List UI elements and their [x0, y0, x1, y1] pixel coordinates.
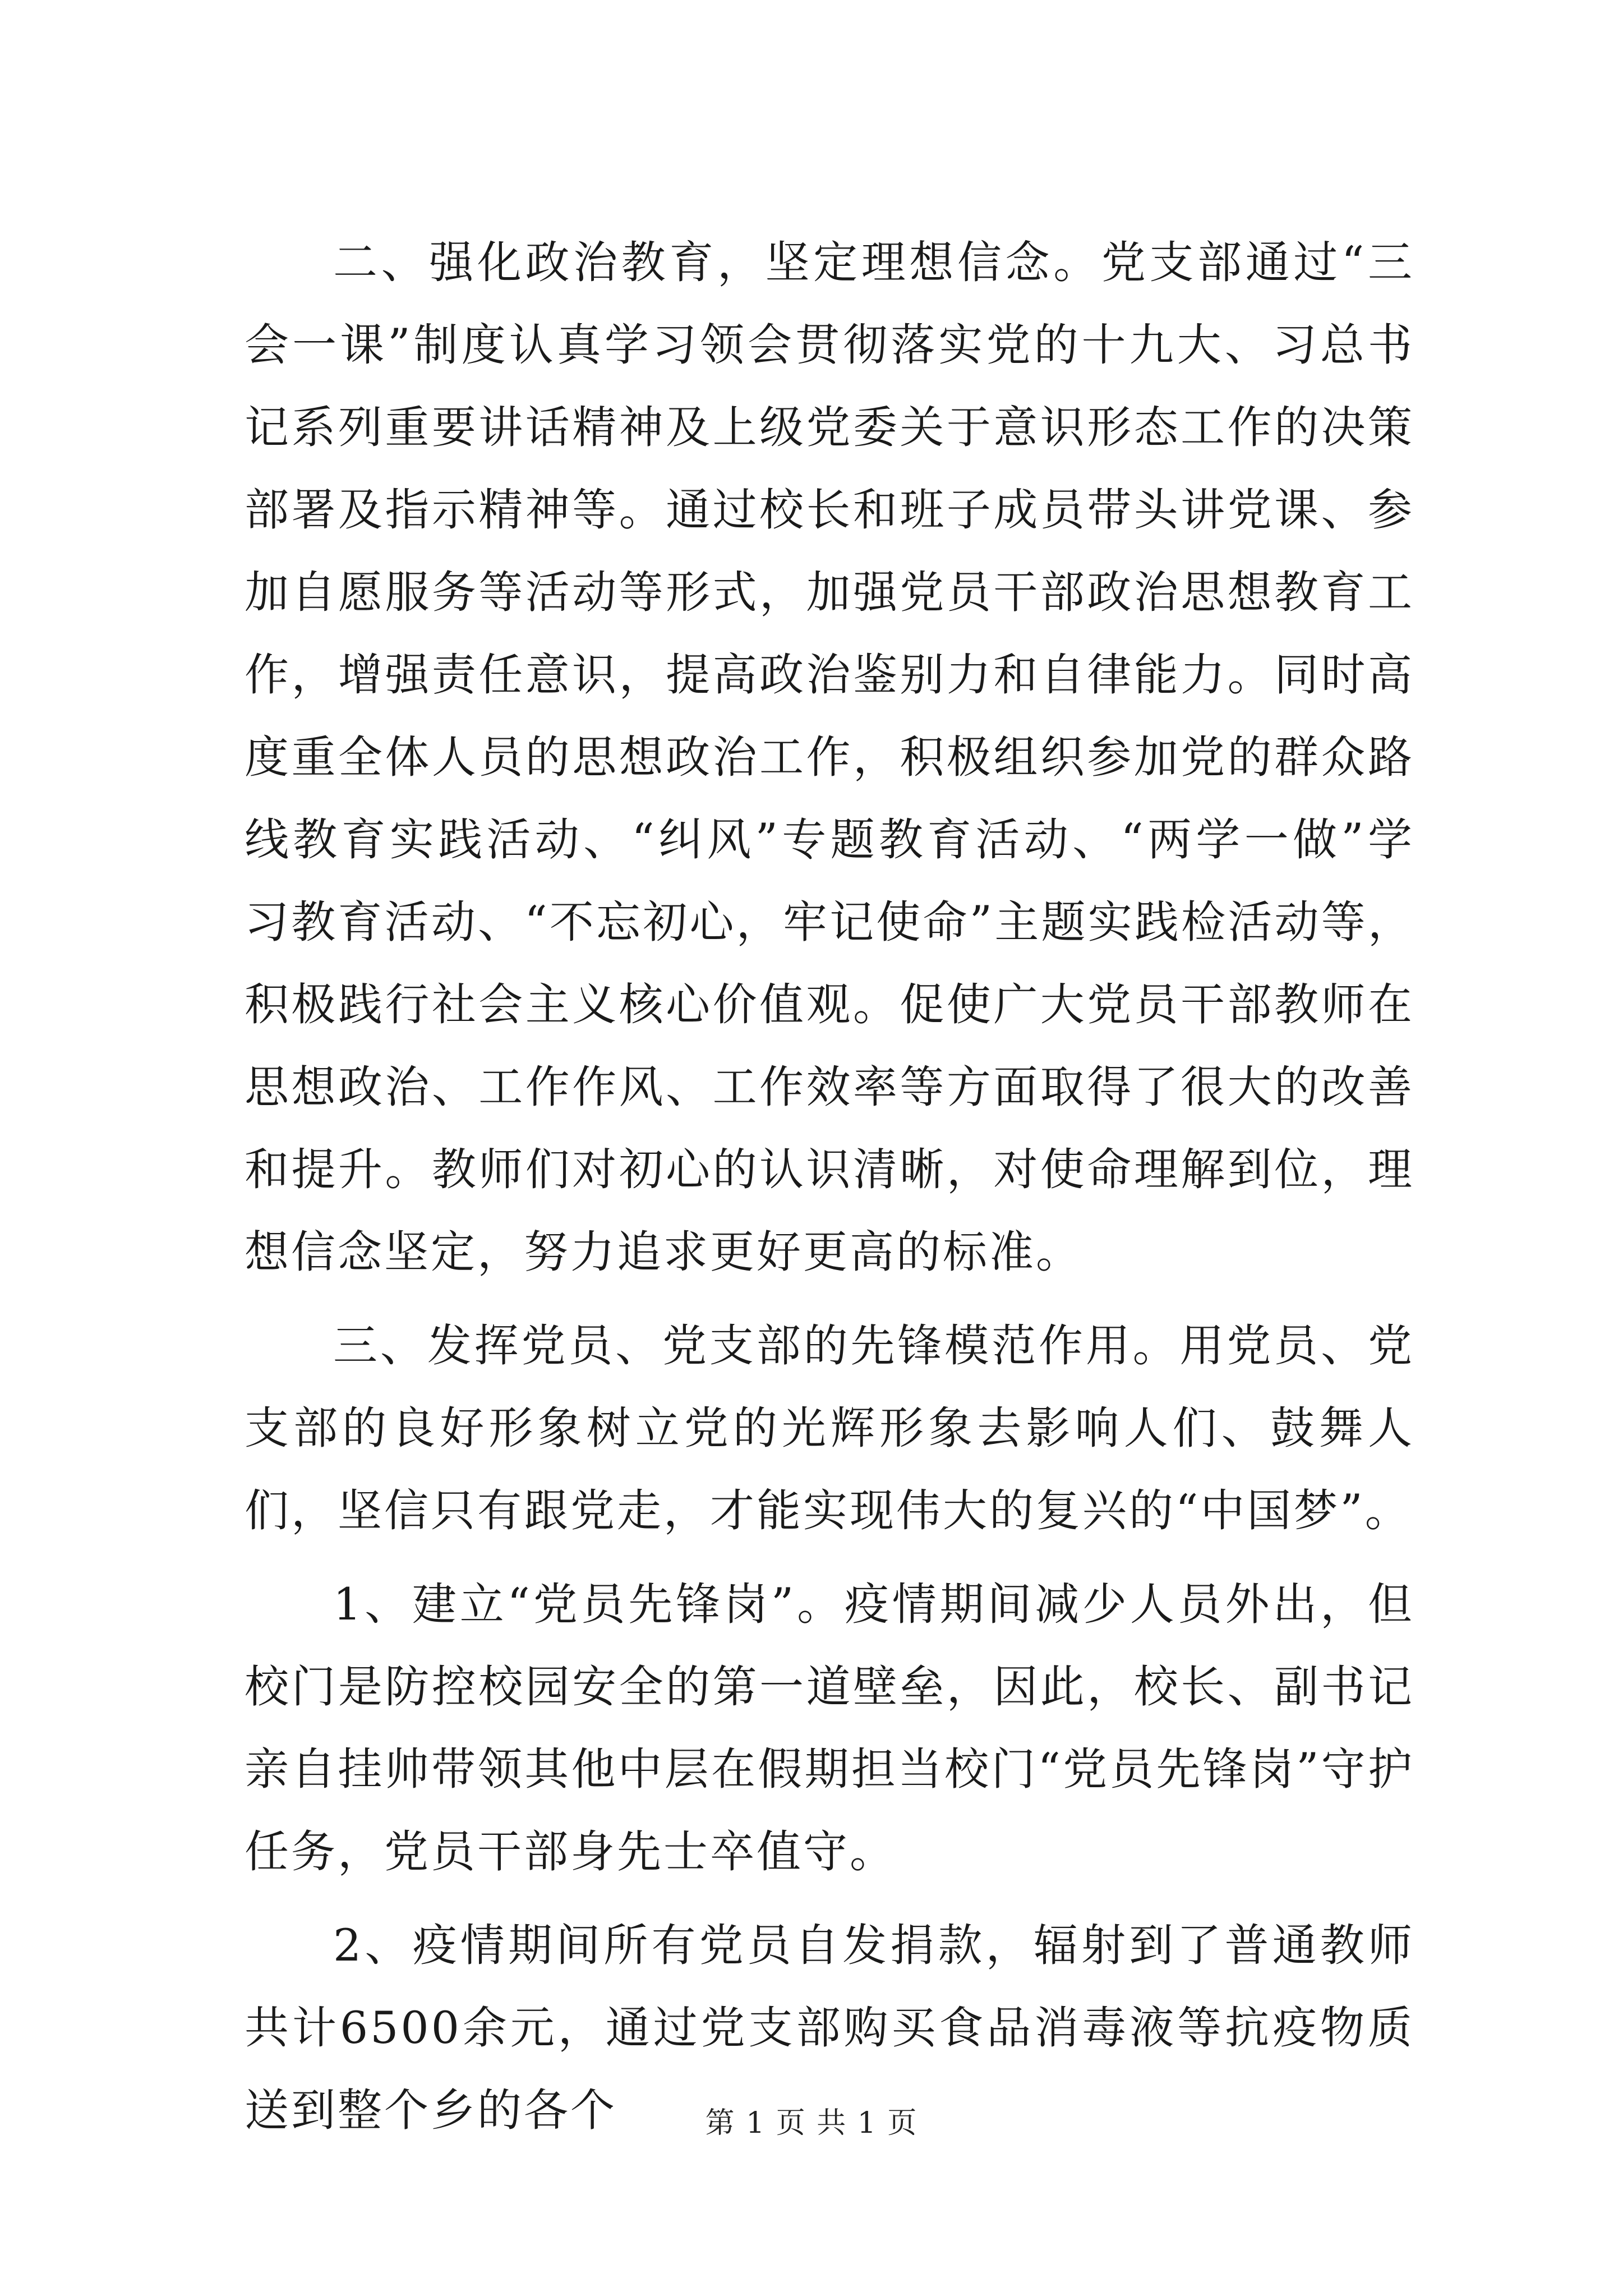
paragraph-vanguard-post: 1、建立“党员先锋岗”。疫情期间减少人员外出，但校门是防控校园安全的第一道壁垒，因此，校长、副书记亲自挂帅带领其他中层在假期担当校门“党员先锋岗”守护任务，党员干部身先士卒值守。 — [245, 1579, 1414, 1878]
paragraph-vanguard-role: 三、发挥党员、党支部的先锋模范作用。用党员、党支部的良好形象树立党的光辉形象去影响人们、鼓舞人们，坚信只有跟党走，才能实现伟大的复兴的“中国梦”。 — [245, 1320, 1414, 1536]
page-footer — [0, 2099, 1623, 2141]
page-number-label: 第 1 页 共 1 页 — [705, 2106, 918, 2140]
document-body — [245, 222, 1414, 2152]
paragraph-donation: 2、疫情期间所有党员自发捐款，辐射到了普通教师共计6500余元，通过党支部购买食品消毒液等抗疫物质送到整个乡的各个 — [245, 1920, 1414, 2136]
paragraph-political-education: 二、强化政治教育，坚定理想信念。党支部通过“三会一课”制度认真学习领会贯彻落实党的十九大、习总书记系列重要讲话精神及上级党委关于意识形态工作的决策部署及指示精神等。通过校长和班子成员带头讲党课、参加自愿服务等活动等形式，加强党员干部政治思想教育工作，增强责任意识，提高政治鉴别力和自律能力。同时高度重全体人员的思想政治工作，积极组织参加党的群众路线教育实践活动、“纠风”专题教育活动、“两学一做”学习教育活动、“不忘初心，牢记使命”主题实践检活动等，积极践行社会主义核心价值观。促使广大党员干部教师在思想政治、工作作风、工作效率等方面取得了很大的改善和提升。教师们对初心的认识清晰，对使命理解到位，理想信念坚定，努力追求更好更高的标准。 — [245, 237, 1414, 1278]
